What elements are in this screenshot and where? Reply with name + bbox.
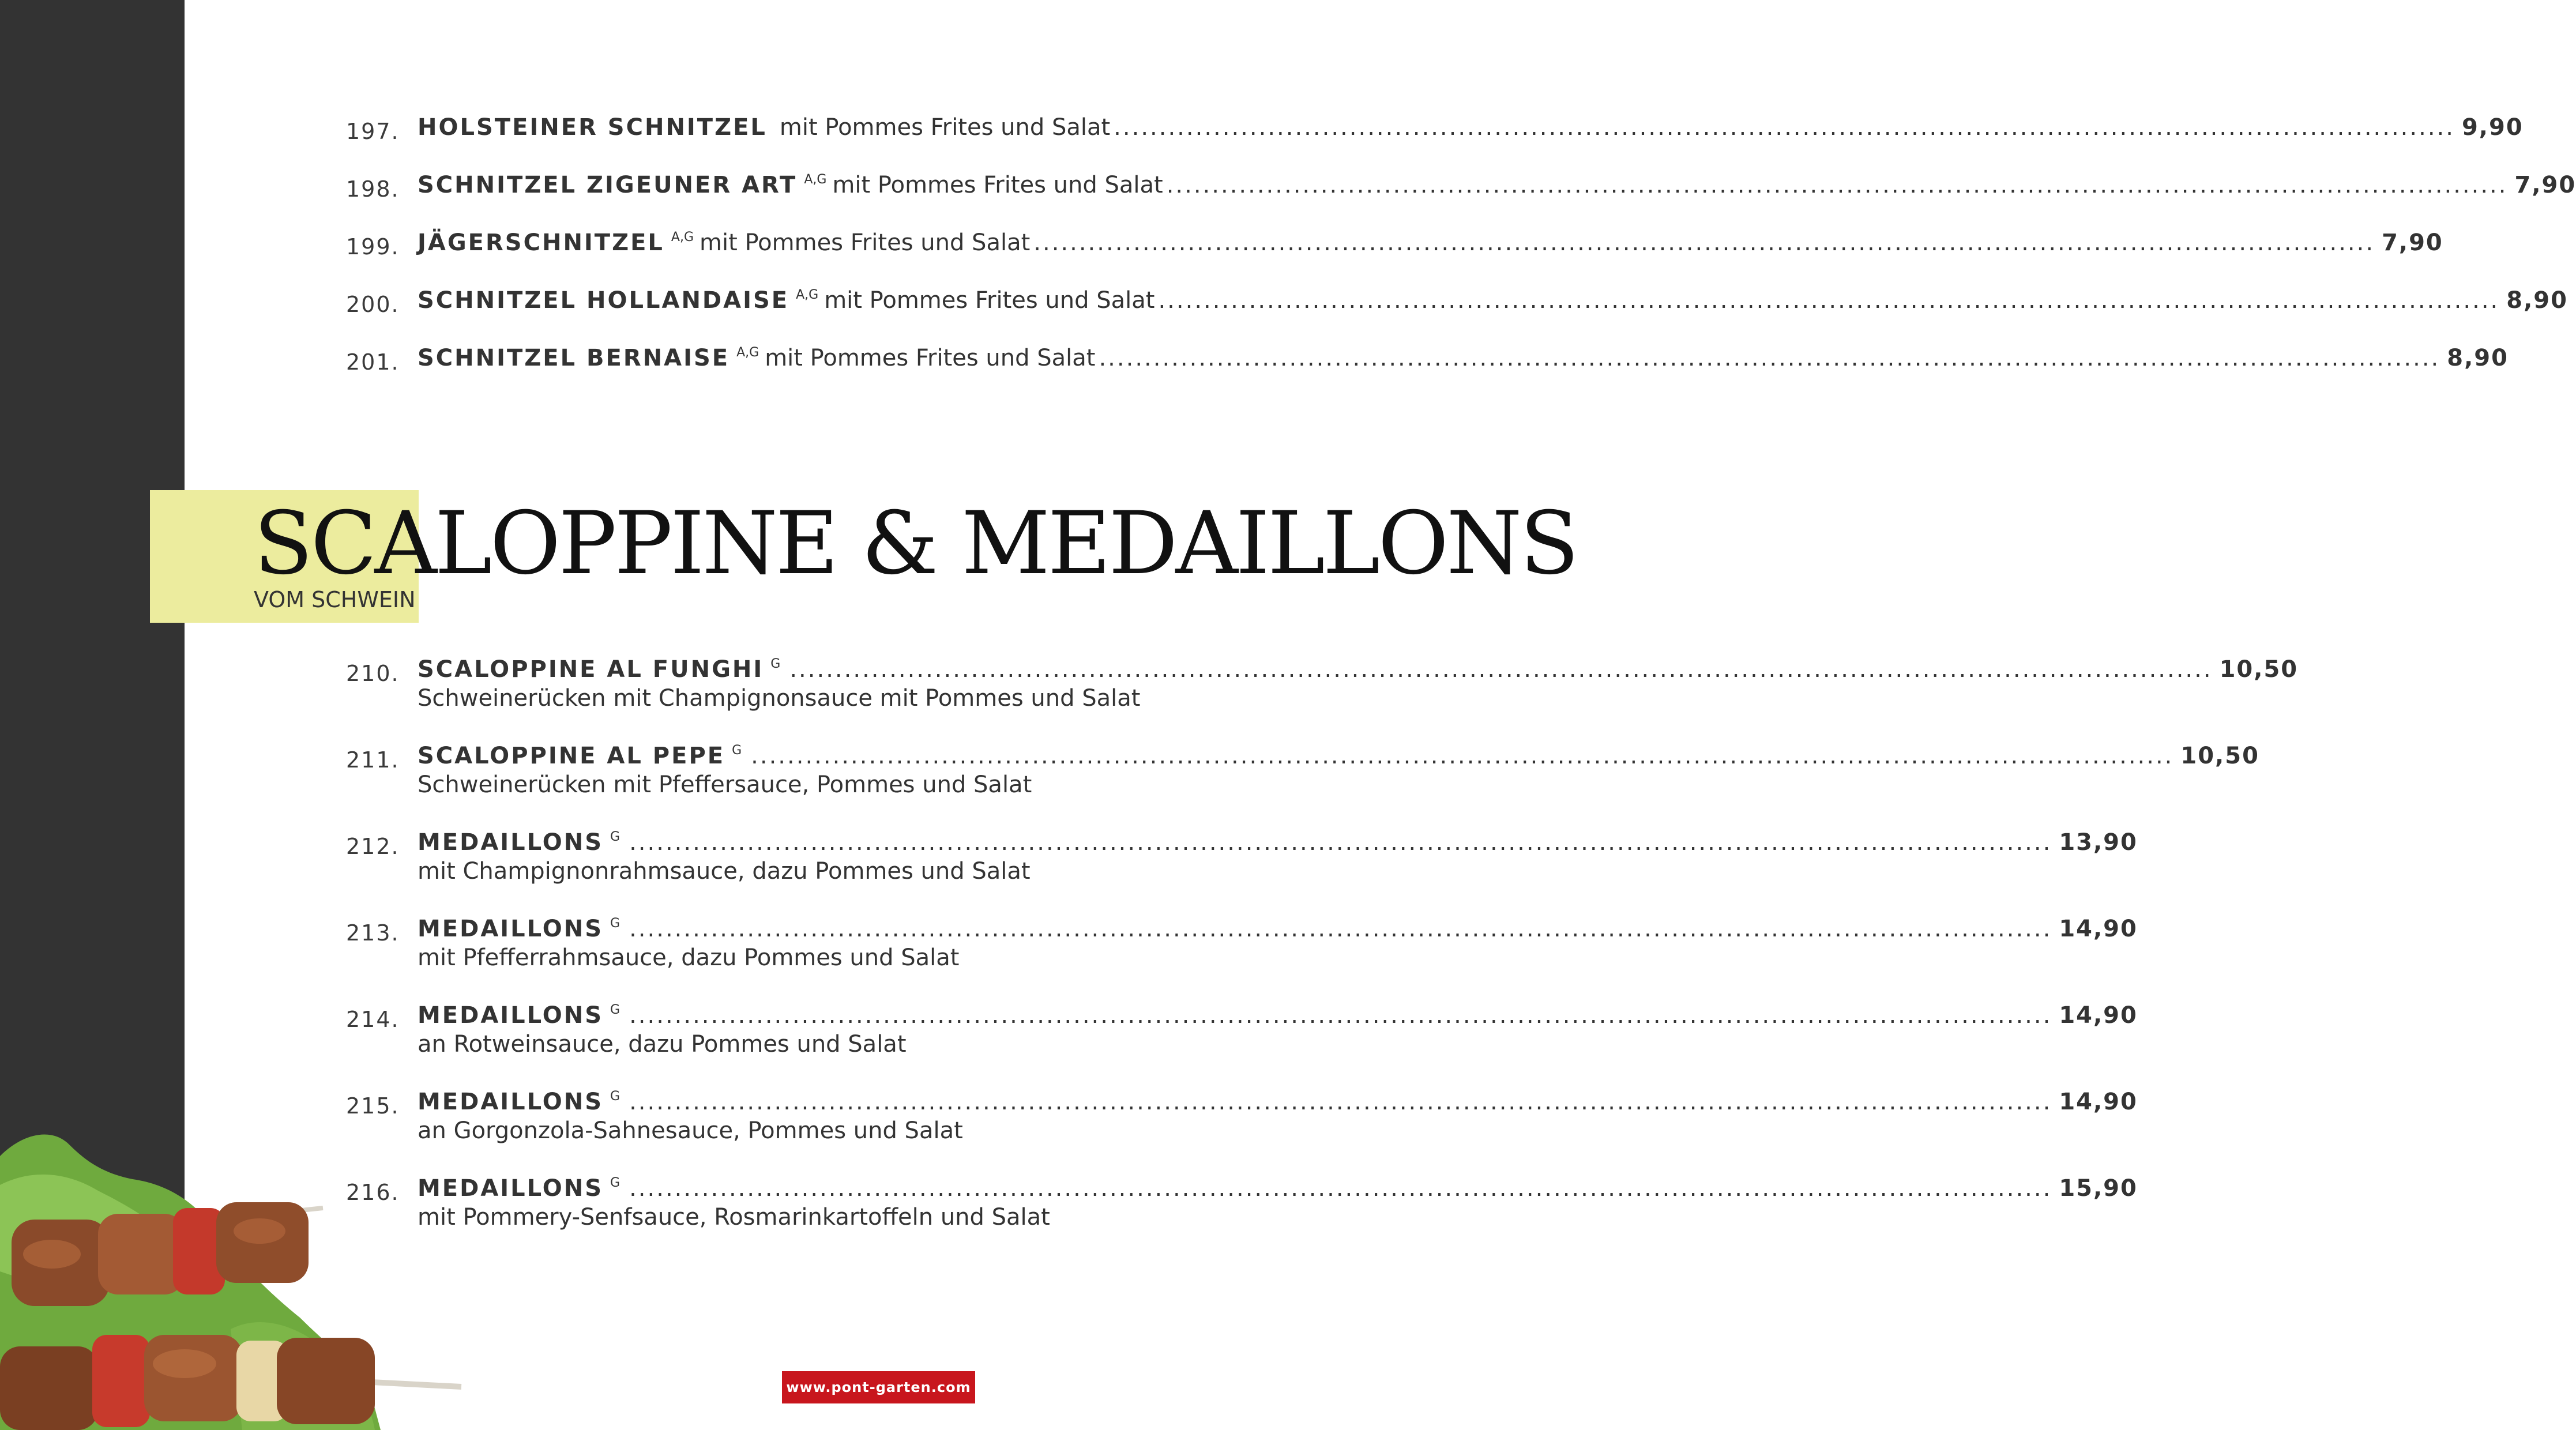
item-description: mit Pommes Frites und Salat bbox=[832, 172, 1163, 198]
allergen-codes: A,G bbox=[736, 345, 759, 360]
dot-leader: .................................................................................................................................................... bbox=[1158, 287, 2500, 314]
item-description: mit Pommes Frites und Salat bbox=[824, 287, 1155, 314]
allergen-codes: G bbox=[732, 743, 742, 758]
item-description: mit Pommes Frites und Salat bbox=[700, 229, 1031, 256]
item-price: 10,50 bbox=[2180, 743, 2259, 769]
item-name: MEDAILLONS bbox=[418, 829, 604, 856]
dot-leader: .................................................................................................................................................... bbox=[1114, 114, 2455, 141]
dot-leader: ............................................................................................................................................................. bbox=[629, 1002, 2052, 1029]
dot-leader: ............................................................................................................................................................. bbox=[629, 829, 2052, 856]
item-name: MEDAILLONS bbox=[418, 1175, 604, 1202]
item-description: mit Pommery-Senfsauce, Rosmarinkartoffeln und Salat bbox=[418, 1204, 1050, 1230]
item-number: 199. bbox=[346, 234, 400, 259]
item-description: an Rotweinsauce, dazu Pommes und Salat bbox=[418, 1031, 907, 1058]
website-badge[interactable]: www.pont-garten.com bbox=[782, 1371, 975, 1403]
item-number: 215. bbox=[346, 1093, 400, 1119]
item-name: SCHNITZEL HOLLANDAISE bbox=[418, 287, 789, 314]
dot-leader: .................................................................................................................................................... bbox=[1033, 229, 2375, 256]
item-price: 7,90 bbox=[2514, 172, 2576, 198]
item-price: 13,90 bbox=[2059, 829, 2138, 856]
item-description: mit Champignonrahmsauce, dazu Pommes und Salat bbox=[418, 858, 1031, 885]
allergen-codes: G bbox=[610, 1089, 621, 1104]
item-number: 216. bbox=[346, 1180, 400, 1205]
item-name: MEDAILLONS bbox=[418, 916, 604, 942]
item-number: 201. bbox=[346, 349, 400, 375]
item-number: 212. bbox=[346, 834, 400, 859]
dot-leader: ............................................................................................................................................................. bbox=[629, 1089, 2052, 1115]
item-name: MEDAILLONS bbox=[418, 1002, 604, 1029]
dot-leader: ............................................................................................................................................................. bbox=[751, 743, 2174, 769]
item-name: SCHNITZEL ZIGEUNER ART bbox=[418, 172, 798, 198]
section-subtitle: VOM SCHWEIN bbox=[254, 587, 416, 612]
item-description: mit Pommes Frites und Salat bbox=[779, 114, 1111, 141]
dot-leader: ............................................................................................................................................................. bbox=[629, 916, 2052, 942]
allergen-codes: G bbox=[610, 916, 621, 931]
item-number: 210. bbox=[346, 661, 400, 686]
allergen-codes: G bbox=[610, 1003, 621, 1017]
dot-leader: .................................................................................................................................................... bbox=[1166, 172, 2508, 198]
meat-skewer-image bbox=[0, 1122, 479, 1430]
item-number: 200. bbox=[346, 292, 400, 317]
item-number: 197. bbox=[346, 119, 400, 144]
item-name: SCHNITZEL BERNAISE bbox=[418, 345, 730, 371]
allergen-codes: G bbox=[610, 1176, 621, 1190]
item-price: 8,90 bbox=[2447, 345, 2509, 371]
item-description: mit Pfefferrahmsauce, dazu Pommes und Salat bbox=[418, 944, 960, 971]
item-price: 7,90 bbox=[2382, 229, 2443, 256]
item-description: an Gorgonzola-Sahnesauce, Pommes und Salat bbox=[418, 1117, 963, 1144]
item-name: SCALOPPINE AL FUNGHI bbox=[418, 656, 764, 683]
item-name: HOLSTEINER SCHNITZEL bbox=[418, 114, 767, 141]
item-name: JÄGERSCHNITZEL bbox=[418, 229, 664, 256]
allergen-codes: A,G bbox=[804, 172, 827, 187]
allergen-codes: G bbox=[770, 657, 781, 671]
item-description: Schweinerücken mit Champignonsauce mit Pommes und Salat bbox=[418, 685, 1141, 712]
item-number: 214. bbox=[346, 1007, 400, 1032]
dot-leader: ............................................................................................................................................................. bbox=[789, 656, 2213, 683]
item-number: 211. bbox=[346, 747, 400, 773]
item-price: 8,90 bbox=[2506, 287, 2568, 314]
item-price: 15,90 bbox=[2059, 1175, 2138, 1202]
item-description: mit Pommes Frites und Salat bbox=[765, 345, 1096, 371]
allergen-codes: A,G bbox=[671, 230, 694, 244]
allergen-codes: A,G bbox=[796, 288, 819, 302]
allergen-codes: G bbox=[610, 830, 621, 844]
item-price: 14,90 bbox=[2059, 1089, 2138, 1115]
item-name: SCALOPPINE AL PEPE bbox=[418, 743, 725, 769]
item-price: 14,90 bbox=[2059, 916, 2138, 942]
item-price: 9,90 bbox=[2461, 114, 2524, 141]
dot-leader: .................................................................................................................................................... bbox=[1099, 345, 2440, 371]
item-price: 10,50 bbox=[2219, 656, 2299, 683]
item-name: MEDAILLONS bbox=[418, 1089, 604, 1115]
item-number: 213. bbox=[346, 920, 400, 946]
item-description: Schweinerücken mit Pfeffersauce, Pommes und Salat bbox=[418, 772, 1032, 798]
item-price: 14,90 bbox=[2059, 1002, 2138, 1029]
section-title: SCALOPPINE & MEDAILLONS bbox=[254, 494, 1577, 594]
item-number: 198. bbox=[346, 176, 400, 202]
dot-leader: ............................................................................................................................................................. bbox=[629, 1175, 2052, 1202]
